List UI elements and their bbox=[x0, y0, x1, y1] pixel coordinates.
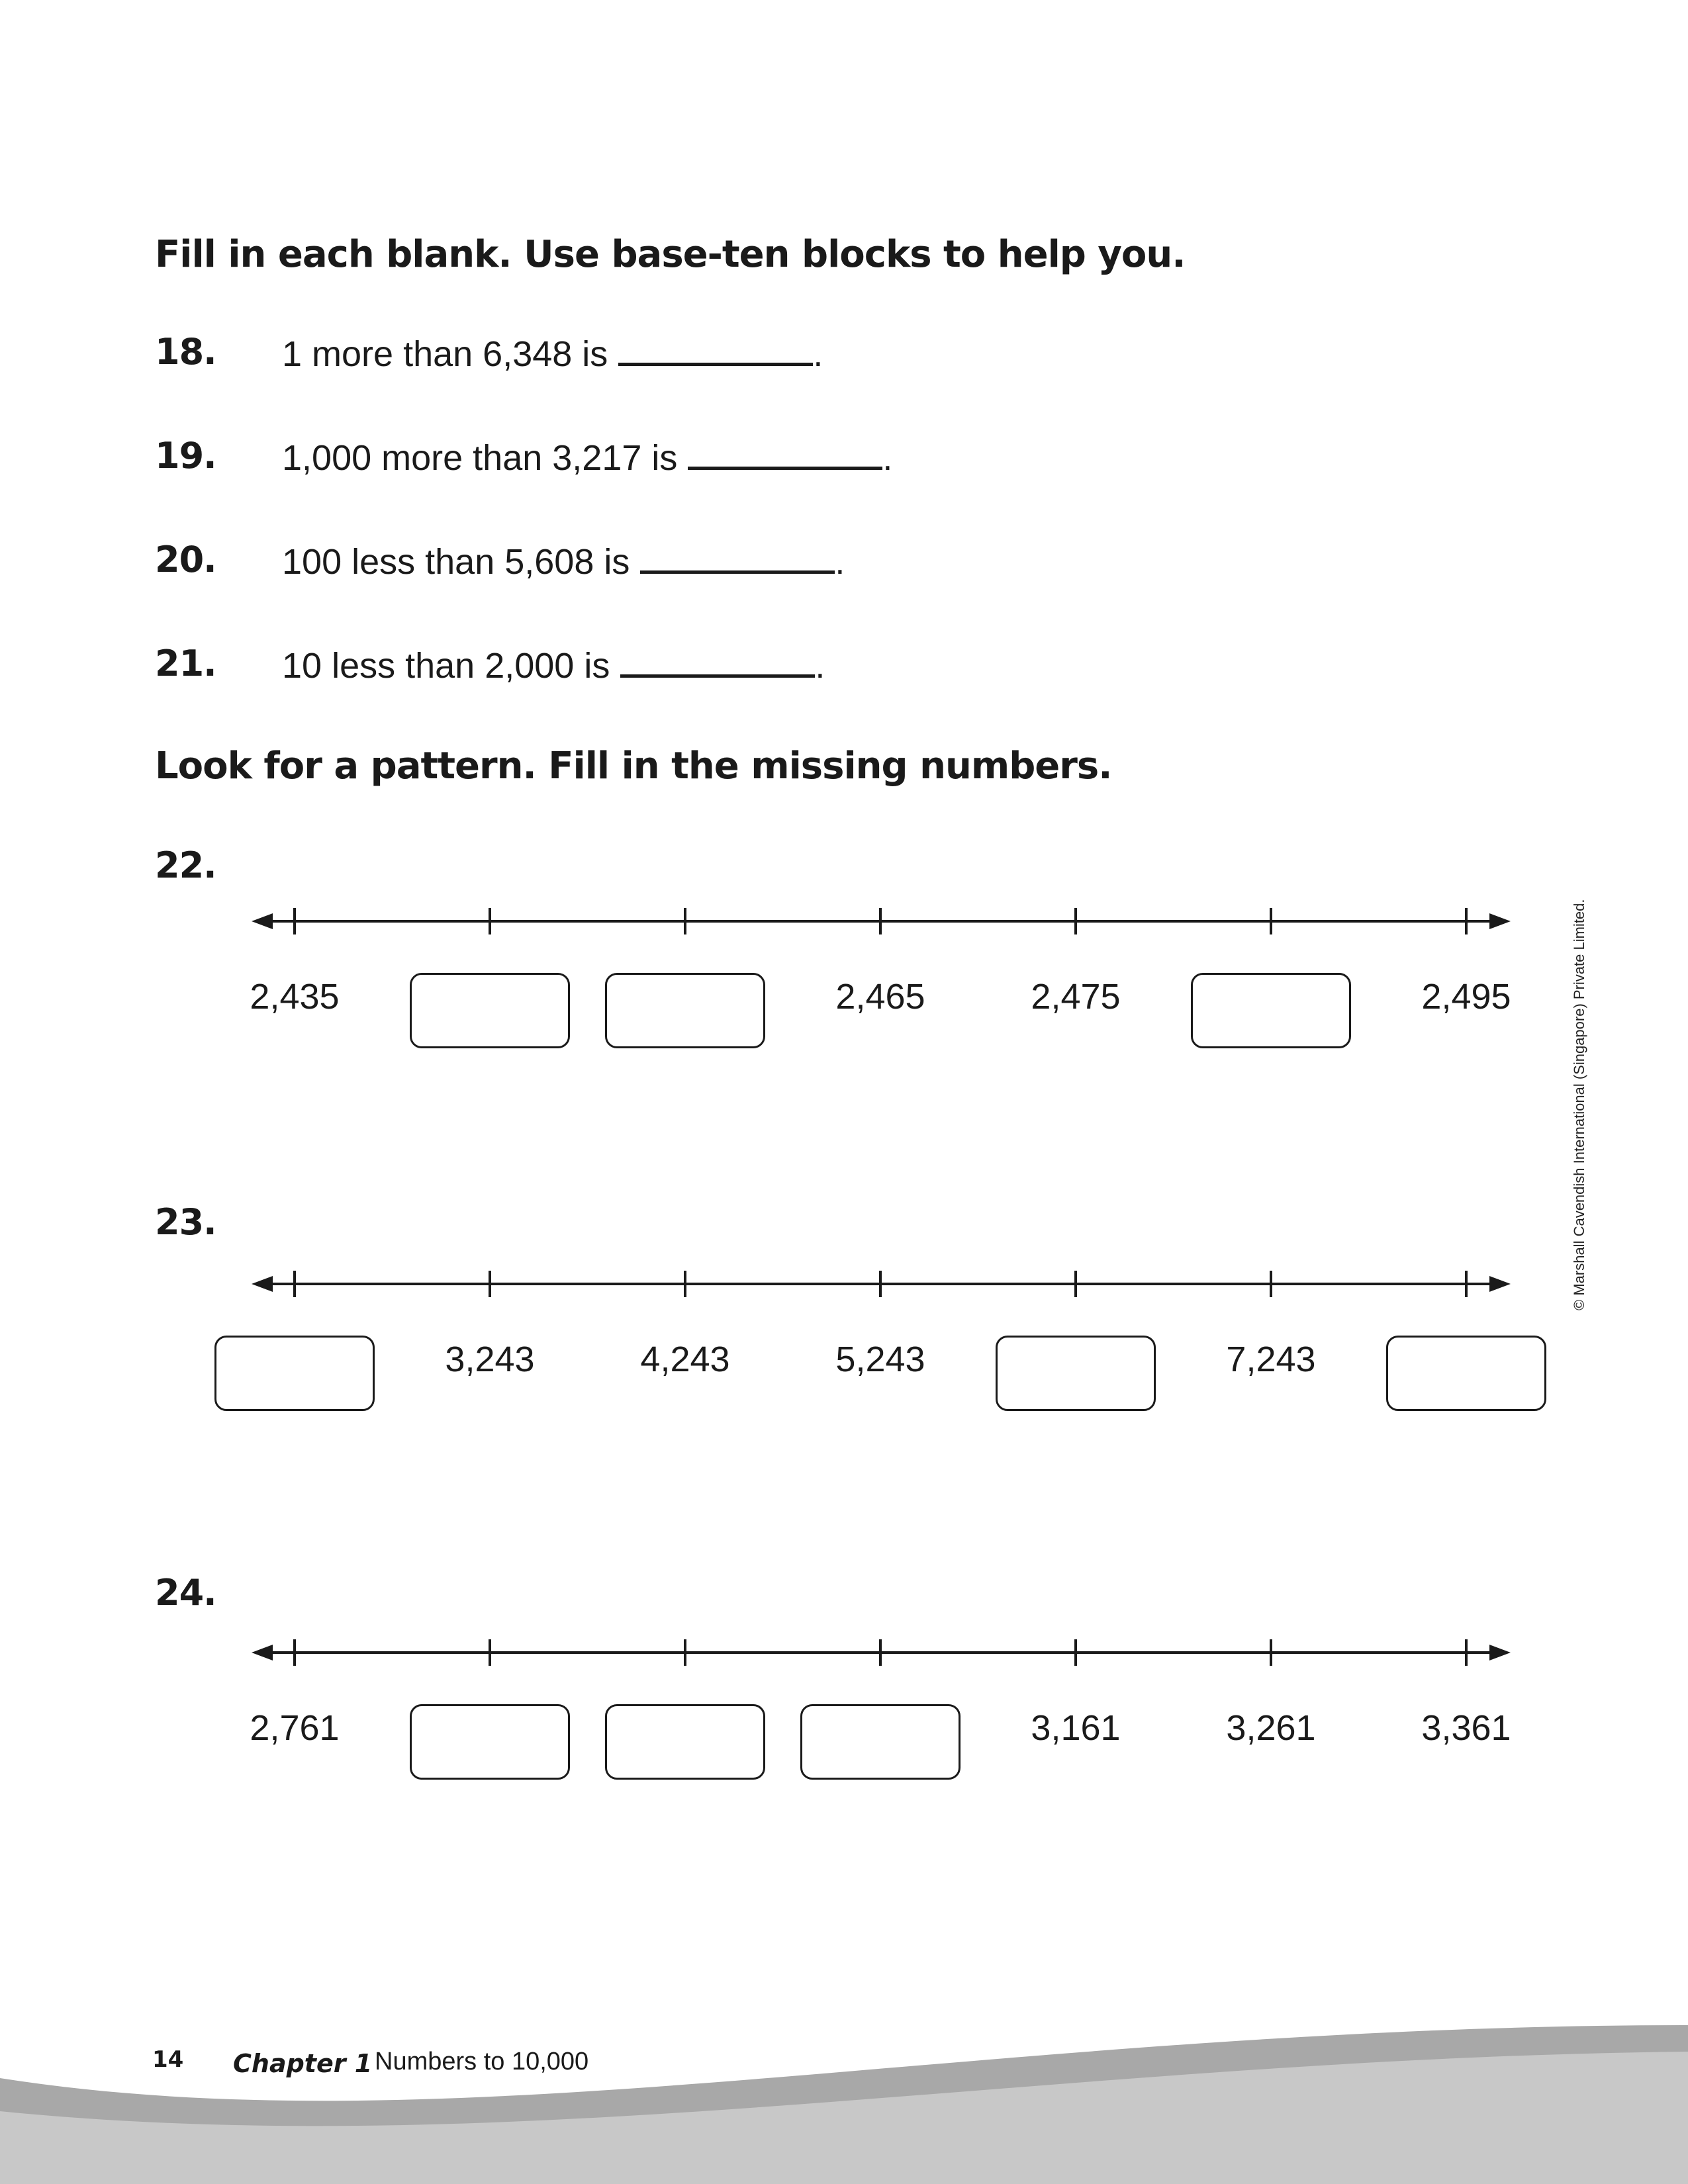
tick-label: 2,475 bbox=[1031, 977, 1121, 1017]
tick-label: 5,243 bbox=[835, 1340, 925, 1379]
question-text: 1,000 more than 3,217 is bbox=[282, 438, 678, 478]
footer-wave-decoration bbox=[0, 2012, 1688, 2184]
tick-label: 2,465 bbox=[835, 977, 925, 1017]
question-21 bbox=[155, 643, 1346, 696]
number-line-axis bbox=[0, 907, 1688, 973]
period: . bbox=[813, 334, 823, 374]
number-line-22 bbox=[0, 907, 1688, 1105]
page-number: 14 bbox=[152, 2046, 184, 2073]
period: . bbox=[882, 438, 893, 478]
chapter-label: Chapter 1 bbox=[233, 2049, 373, 2078]
answer-box[interactable] bbox=[605, 973, 765, 1048]
right-arrowhead bbox=[1489, 1276, 1511, 1292]
answer-box[interactable] bbox=[214, 1336, 375, 1411]
number-line-axis bbox=[0, 1269, 1688, 1336]
section-instruction-1: Fill in each blank. Use base-ten blocks to help you. bbox=[155, 233, 1186, 276]
chapter-title: Numbers to 10,000 bbox=[375, 2048, 589, 2075]
right-arrowhead bbox=[1489, 1645, 1511, 1661]
answer-box[interactable] bbox=[800, 1704, 961, 1780]
question-20 bbox=[155, 539, 1346, 592]
tick-label: 3,261 bbox=[1226, 1708, 1316, 1748]
tick-label: 3,361 bbox=[1421, 1708, 1511, 1748]
tick-label: 2,761 bbox=[250, 1708, 340, 1748]
answer-blank[interactable] bbox=[688, 436, 882, 470]
question-number: 19. bbox=[155, 435, 216, 477]
question-number: 20. bbox=[155, 539, 216, 580]
number-line-24 bbox=[0, 1638, 1688, 1837]
question-number-24: 24. bbox=[155, 1572, 216, 1614]
question-number: 18. bbox=[155, 331, 216, 373]
left-arrowhead bbox=[252, 1276, 273, 1292]
answer-box[interactable] bbox=[605, 1704, 765, 1780]
right-arrowhead bbox=[1489, 913, 1511, 929]
answer-blank[interactable] bbox=[640, 540, 835, 574]
answer-box[interactable] bbox=[410, 1704, 570, 1780]
tick-label: 4,243 bbox=[640, 1340, 730, 1379]
question-text: 1 more than 6,348 is bbox=[282, 334, 608, 374]
question-19 bbox=[155, 435, 1346, 488]
question-number-23: 23. bbox=[155, 1201, 216, 1243]
tick-label: 3,243 bbox=[445, 1340, 535, 1379]
answer-box[interactable] bbox=[410, 973, 570, 1048]
number-line-axis bbox=[0, 1638, 1688, 1704]
tick-label: 2,435 bbox=[250, 977, 340, 1017]
left-arrowhead bbox=[252, 913, 273, 929]
tick-label: 7,243 bbox=[1226, 1340, 1316, 1379]
period: . bbox=[835, 542, 845, 582]
copyright-notice: © Marshall Cavendish International (Singapore) Private Limited. bbox=[1571, 899, 1587, 1310]
answer-box[interactable] bbox=[1191, 973, 1351, 1048]
question-18 bbox=[155, 331, 1346, 384]
period: . bbox=[815, 646, 825, 686]
tick-label: 3,161 bbox=[1031, 1708, 1121, 1748]
question-text: 100 less than 5,608 is bbox=[282, 542, 630, 582]
question-text: 10 less than 2,000 is bbox=[282, 646, 610, 686]
question-number: 21. bbox=[155, 643, 216, 684]
answer-box[interactable] bbox=[1386, 1336, 1546, 1411]
left-arrowhead bbox=[252, 1645, 273, 1661]
section-instruction-2: Look for a pattern. Fill in the missing numbers. bbox=[155, 745, 1112, 788]
number-line-23 bbox=[0, 1269, 1688, 1468]
tick-label: 2,495 bbox=[1421, 977, 1511, 1017]
answer-blank[interactable] bbox=[620, 644, 815, 678]
answer-blank[interactable] bbox=[618, 332, 813, 366]
question-number-22: 22. bbox=[155, 844, 216, 886]
answer-box[interactable] bbox=[996, 1336, 1156, 1411]
